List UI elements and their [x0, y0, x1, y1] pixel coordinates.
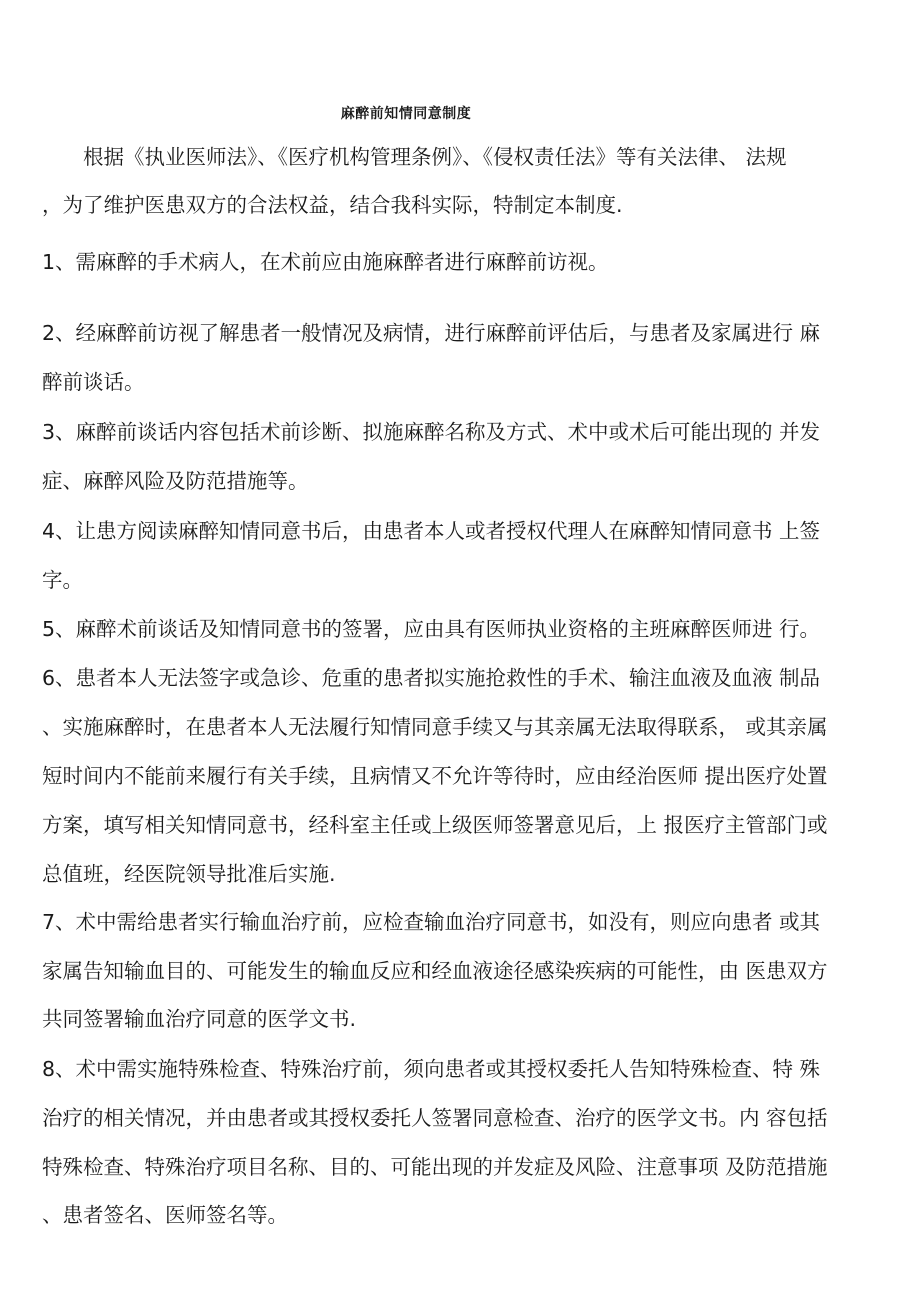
text-line: 3、麻醉前谈话内容包括术前诊断、拟施麻醉名称及方式、术中或术后可能出现的 并发: [42, 420, 821, 444]
text-line: 治疗的相关情况，并由患者或其授权委托人签署同意检查、治疗的医学文书。内 容包括: [42, 1106, 828, 1130]
text-line: 醉前谈话。: [42, 370, 145, 394]
text-line: 特殊检查、特殊治疗项目名称、目的、可能出现的并发症及风险、注意事项 及防范措施: [42, 1155, 828, 1179]
text-line: 根据《执业医师法》、《医疗机构管理条例》、《侵权责任法》等有关法律、 法规: [42, 145, 787, 169]
text-line: 方案，填写相关知情同意书，经科室主任或上级医师签署意见后，上 报医疗主管部门或: [42, 813, 828, 837]
text-line: 6、患者本人无法签字或急诊、危重的患者拟实施抢救性的手术、输注血液及血液 制品: [42, 666, 821, 690]
text-line: 、患者签名、医师签名等。: [42, 1203, 288, 1227]
text-line: 共同签署输血治疗同意的医学文书.: [42, 1007, 357, 1031]
text-line: 总值班，经医院领导批准后实施.: [42, 862, 336, 886]
text-line: 8、术中需实施特殊检查、特殊治疗前，须向患者或其授权委托人告知特殊检查、特 殊: [42, 1057, 821, 1081]
text-line: 1、需麻醉的手术病人，在术前应由施麻醉者进行麻醉前访视。: [42, 250, 609, 274]
document-title: 麻醉前知情同意制度: [340, 106, 472, 122]
text-line: 字。: [42, 568, 83, 592]
text-line: 家属告知输血目的、可能发生的输血反应和经血液途径感染疾病的可能性，由 医患双方: [42, 959, 828, 983]
text-line: 5、麻醉术前谈话及知情同意书的签署，应由具有医师执业资格的主班麻醉医师进 行。: [42, 617, 821, 641]
text-line: ，为了维护医患双方的合法权益，结合我科实际，特制定本制度.: [42, 193, 623, 217]
text-line: 4、让患方阅读麻醉知情同意书后，由患者本人或者授权代理人在麻醉知情同意书 上签: [42, 519, 821, 543]
text-line: 2、经麻醉前访视了解患者一般情况及病情，进行麻醉前评估后，与患者及家属进行 麻: [42, 321, 821, 345]
text-line: 、实施麻醉时，在患者本人无法履行知情同意手续又与其亲属无法取得联系， 或其亲属: [42, 715, 828, 739]
text-line: 短时间内不能前来履行有关手续，且病情又不允许等待时，应由经治医师 提出医疗处置: [42, 764, 828, 788]
text-line: 症、麻醉风险及防范措施等。: [42, 469, 309, 493]
text-line: 7、术中需给患者实行输血治疗前，应检查输血治疗同意书，如没有，则应向患者 或其: [42, 910, 821, 934]
